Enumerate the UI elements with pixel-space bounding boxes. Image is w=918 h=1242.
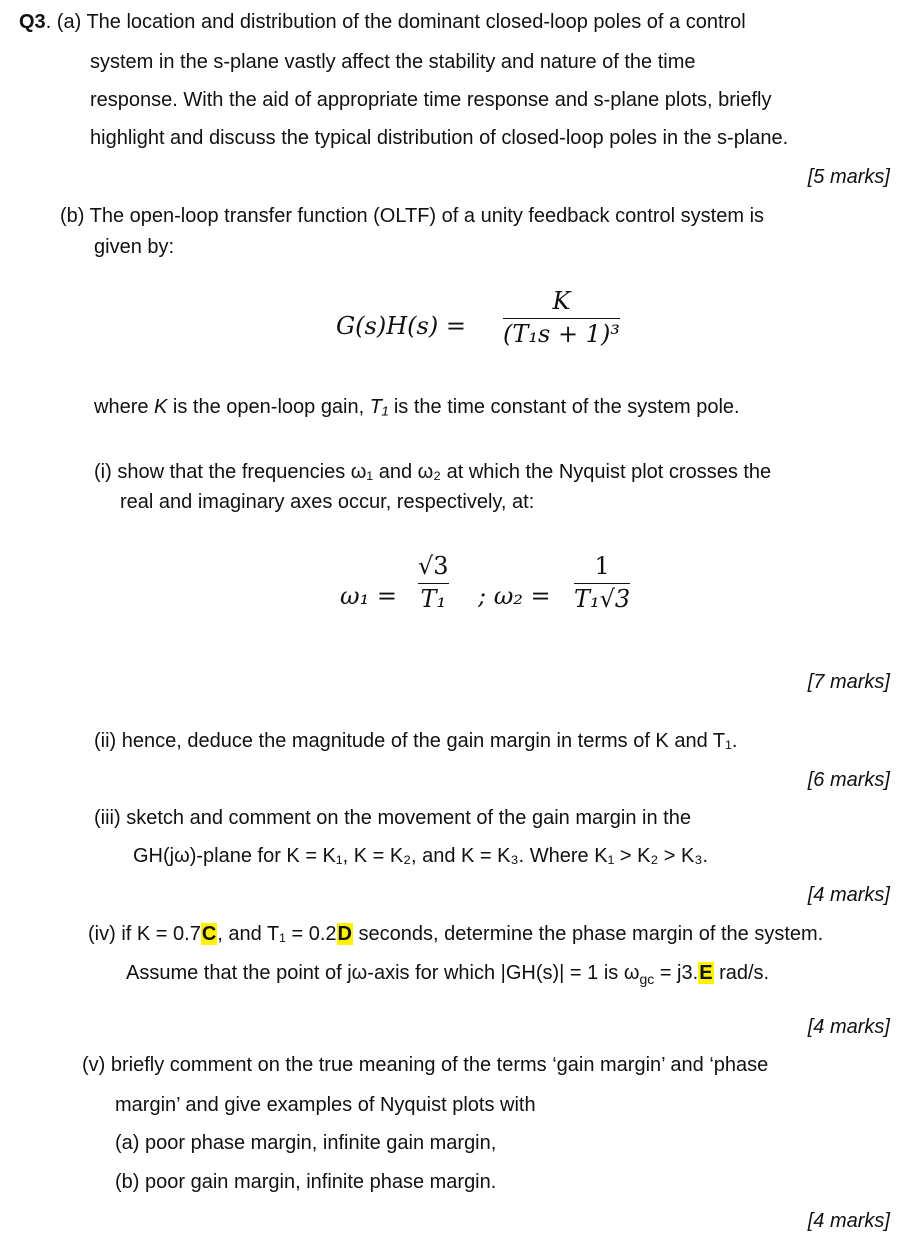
part-iv-line-1 <box>88 922 823 946</box>
part-iv-text-5: = j3. <box>654 962 699 984</box>
part-v-line-3: (a) poor phase margin, infinite gain margin, <box>115 1132 497 1154</box>
omega2-denominator: T₁√3 <box>574 584 631 613</box>
part-a-line-3: response. With the aid of appropriate time response and s-plane plots, briefly <box>90 89 772 111</box>
omega1-fraction-bar <box>418 583 449 584</box>
where-text-1: where <box>94 396 155 418</box>
part-iv-text-2: , and T₁ = 0.2 <box>217 923 337 945</box>
question-label: Q3 <box>19 11 46 33</box>
part-v-line-4: (b) poor gain margin, infinite phase margin. <box>115 1171 497 1193</box>
omega1-denominator: T₁ <box>420 584 447 613</box>
marks-iii: [4 marks] <box>807 884 890 906</box>
part-a-line-2: system in the s-plane vastly affect the stability and nature of the time <box>90 51 696 73</box>
tf-lhs: G(s)H(s) = <box>336 312 466 340</box>
part-b-line-2: given by: <box>94 236 175 258</box>
omega2-lhs: ; ω₂ = <box>478 582 551 610</box>
highlight-d: D <box>337 923 352 945</box>
part-iv-text-4: Assume that the point of jω-axis for which |GH(s)| = 1 is ω <box>126 962 640 984</box>
part-b-line-1: (b) The open-loop transfer function (OLTF) of a unity feedback control system is <box>60 205 765 227</box>
highlight-c: C <box>201 923 217 945</box>
omega1-fraction <box>418 553 449 613</box>
marks-ii: [6 marks] <box>807 769 890 791</box>
omega2-fraction <box>574 553 630 613</box>
part-v-line-2: margin’ and give examples of Nyquist plots with <box>115 1094 536 1116</box>
marks-i: [7 marks] <box>807 671 890 693</box>
marks-a: [5 marks] <box>807 166 890 188</box>
where-line <box>94 395 740 419</box>
part-i-line-1: (i) show that the frequencies ω₁ and ω₂ at which the Nyquist plot crosses the <box>94 461 772 483</box>
question-line-a1 <box>19 10 746 34</box>
tf-fraction <box>503 288 620 348</box>
omega-gc-subscript: gc <box>639 971 655 987</box>
omega2-numerator: 1 <box>594 552 610 580</box>
part-a-line-4: highlight and discuss the typical distribution of closed-loop poles in the s-plane. <box>90 127 789 149</box>
part-iii-line-1: (iii) sketch and comment on the movement of the gain margin in the <box>94 807 691 829</box>
part-iv-text-3: seconds, determine the phase margin of the system. <box>352 923 824 945</box>
tf-denominator: (T₁s + 1)³ <box>503 319 620 348</box>
part-ii-line: (ii) hence, deduce the magnitude of the gain margin in terms of K and T₁. <box>94 730 738 752</box>
where-k: K <box>154 396 168 418</box>
tf-fraction-bar <box>503 318 620 319</box>
where-text-2: is the open-loop gain, <box>167 396 370 418</box>
omega2-fraction-bar <box>574 583 630 584</box>
where-text-3: is the time constant of the system pole. <box>388 396 740 418</box>
marks-v: [4 marks] <box>807 1210 890 1232</box>
part-iv-text-1: (iv) if K = 0.7 <box>88 923 201 945</box>
omega1-numerator: √3 <box>418 552 449 580</box>
where-t1: T₁ <box>369 396 389 418</box>
part-iv-text-6: rad/s. <box>713 962 770 984</box>
part-iii-line-2: GH(jω)-plane for K = K₁, K = K₂, and K = K₃. Where K₁ > K₂ > K₃. <box>133 845 709 867</box>
omega1-lhs: ω₁ = <box>340 582 397 610</box>
part-i-line-2: real and imaginary axes occur, respectively, at: <box>120 491 535 513</box>
highlight-e: E <box>699 962 713 984</box>
part-a-line-1: . (a) The location and distribution of the dominant closed-loop poles of a control <box>45 11 746 33</box>
part-v-line-1: (v) briefly comment on the true meaning of the terms ‘gain margin’ and ‘phase <box>82 1054 769 1076</box>
marks-iv: [4 marks] <box>807 1016 890 1038</box>
tf-numerator: K <box>552 287 571 315</box>
part-iv-line-2 <box>126 961 769 988</box>
